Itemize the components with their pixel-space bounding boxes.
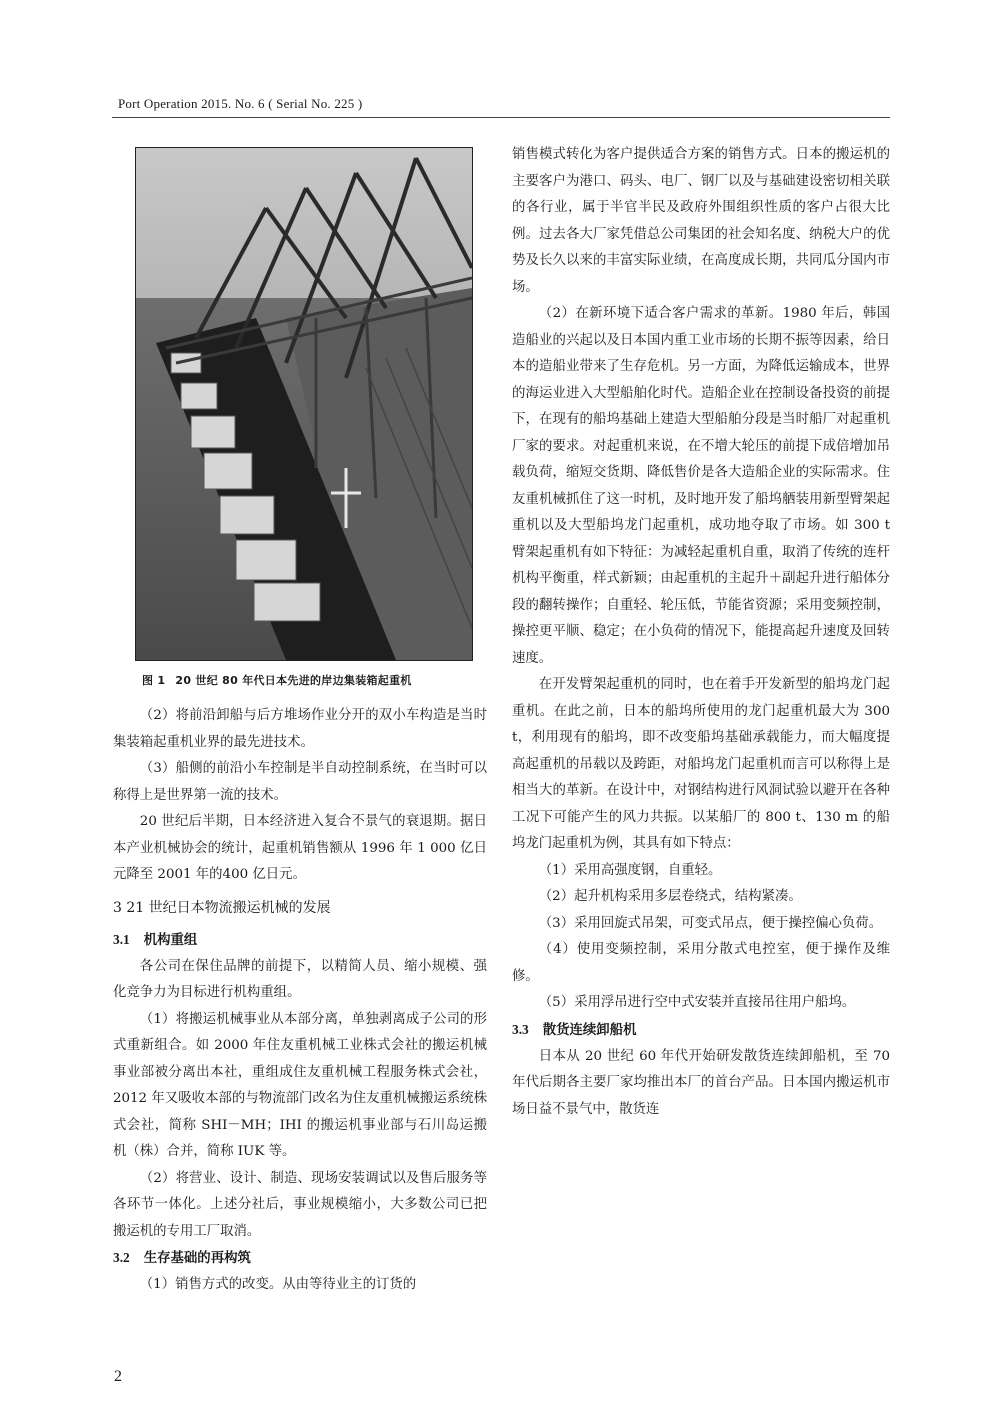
paragraph: 20 世纪后半期，日本经济进入复合不景气的衰退期。据日本产业机械协会的统计，起重机销售额从 1996 年 1 000 亿日元降至 2001 年的400 亿日元。 bbox=[113, 814, 487, 882]
figure-caption bbox=[142, 672, 482, 688]
paragraph: （2）将营业、设计、制造、现场安装调试以及售后服务等各环节一体化。上述分社后，事业规模缩小，大多数公司已把搬运机的专用工厂取消。 bbox=[113, 1170, 487, 1239]
paragraph: 在开发臂架起重机的同时，也在着手开发新型的船坞龙门起重机。在此之前，日本的船坞所使用的龙门起重机最大为 300 t，利用现有的船坞，即不改变船坞基础承载能力，而大幅度提高起重机的吊载以及跨距，对船坞龙门起重机而言可以称得上是相当大的革新。在设计中，对钢结构进行风洞试验以避开在各种工况下可能产生的风力共振。以某船厂的 800 t、130 m 的船坞龙门起重机为例，其具有如下特点： bbox=[512, 677, 890, 851]
paragraph: （3）船侧的前沿小车控制是半自动控制系统，在当时可以称得上是世界第一流的技术。 bbox=[113, 761, 487, 803]
figure-caption-text: 20 世纪 80 年代日本先进的岸边集装箱起重机 bbox=[175, 674, 412, 687]
subsection-title: 散货连续卸船机 bbox=[542, 1022, 637, 1038]
subsection-number: 3.3 bbox=[512, 1021, 529, 1037]
left-column bbox=[113, 703, 487, 1299]
subsection-number: 3.2 bbox=[113, 1250, 130, 1265]
header-rule bbox=[112, 117, 890, 118]
right-column bbox=[512, 142, 890, 1123]
paragraph: （1）销售方式的改变。从由等待业主的订货的 bbox=[139, 1277, 417, 1292]
paragraph: （1）将搬运机械事业从本部分离，单独剥离成子公司的形式重新组合。如 2000 年住友重机械工业株式会社的搬运机械事业部被分离出本社，重组成住友重机械工程服务株式会社，2012 年又吸收本部的与物流部门改名为住友重机械搬运系统株式会社，简称 SHI－MH；IHI 的搬运机事业部与石川岛运搬机（株）合并，简称 IUK 等。 bbox=[113, 1011, 487, 1159]
paragraph: （2）将前沿卸船与后方堆场作业分开的双小车构造是当时集装箱起重机业界的最先进技术。 bbox=[113, 708, 487, 750]
list-item: （1）采用高强度钢，自重轻。 bbox=[538, 862, 722, 878]
paragraph: 各公司在保住品牌的前提下，以精简人员、缩小规模、强化竞争力为目标进行机构重组。 bbox=[113, 958, 487, 1000]
subsection-title: 生存基础的再构筑 bbox=[143, 1251, 251, 1266]
running-header: Port Operation 2015. No. 6 ( Serial No. 225 ) bbox=[118, 96, 363, 111]
list-item: （5）采用浮吊进行空中式安装并直接吊往用户船坞。 bbox=[538, 995, 856, 1010]
figure-label: 图 1 bbox=[142, 674, 166, 687]
list-item: （3）采用回旋式吊架，可变式吊点，便于操控偏心负荷。 bbox=[538, 915, 883, 931]
page-number: 2 bbox=[114, 1368, 122, 1385]
list-item: （2）起升机构采用多层卷绕式，结构紧凑。 bbox=[538, 889, 802, 904]
subsection-number: 3.1 bbox=[113, 931, 130, 947]
subsection-heading-3-3 bbox=[512, 1017, 890, 1044]
paragraph: 日本从 20 世纪 60 年代开始研发散货连续卸船机，至 70 年代后期各主要厂家均推出本厂的首台产品。日本国内搬运机市场日益不景气中，散货连 bbox=[512, 1048, 890, 1117]
subsection-title: 机构重组 bbox=[143, 932, 198, 948]
list-item: （4）使用变频控制，采用分散式电控室，便于操作及维修。 bbox=[512, 942, 890, 984]
paragraph: （2）在新环境下适合客户需求的革新。1980 年后，韩国造船业的兴起以及日本国内重工业市场的长期不振等因素，给日本的造船业带来了生存危机。另一方面，为降低运输成本，世界的海运业进入大型船舶化时代。造船企业在控制设备投资的前提下，在现有的船坞基础上建造大型船舶分段是当时船厂对起重机厂家的要求。对起重机来说，在不增大轮压的前提下成倍增加吊载负荷，缩短交货期、降低售价是各大造船企业的实际需求。住友重机械抓住了这一时机，及时地开发了船坞舾装用新型臂架起重机以及大型船坞龙门起重机，成功地夺取了市场。如 300 t 臂架起重机有如下特征：为减轻起重机自重，取消了传统的连杆机构平衡重，样式新颖；由起重机的主起升＋副起升进行船体分段的翻转操作；自重轻、轮压低，节能省资源；采用变频控制，操控更平顺、稳定；在小负荷的情况下，能提高起升速度及回转速度。 bbox=[512, 306, 890, 666]
figure-photo-container-cranes bbox=[135, 147, 473, 661]
subsection-heading-3-2 bbox=[113, 1245, 487, 1272]
paragraph-continued: 销售模式转化为客户提供适合方案的销售方式。日本的搬运机的主要客户为港口、码头、电厂、钢厂以及与基础建设密切相关联的各行业，属于半官半民及政府外围组织性质的客户占很大比例。过去各大厂家凭借总公司集团的社会知名度、纳税大户的优势及长久以来的丰富实际业绩，在高度成长期，共同瓜分国内市场。 bbox=[512, 147, 890, 295]
section-heading-3: 3 21 世纪日本物流搬运机械的发展 bbox=[113, 899, 331, 916]
subsection-heading-3-1 bbox=[113, 927, 487, 954]
